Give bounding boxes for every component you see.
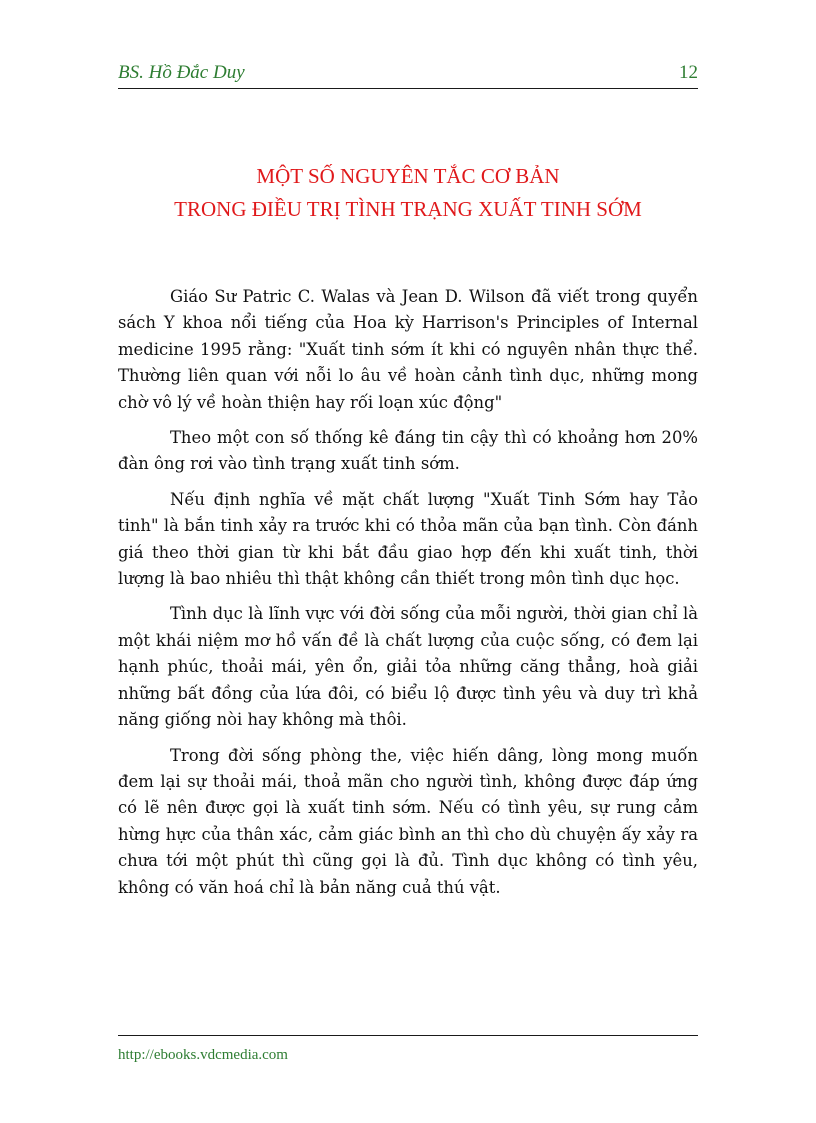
chapter-title-line-1: MỘT SỐ NGUYÊN TẮC CƠ BẢN — [256, 164, 560, 188]
paragraph-3: Nếu định nghĩa về mặt chất lượng "Xuất Tinh Sớm hay Tảo tinh" là bắn tinh xảy ra trước khi có thỏa mãn của bạn tình. Còn đánh giá theo thời gian từ khi bắt đầu giao hợp đến khi xuất tinh, thời lượng là bao nhiêu thì thật không cần thiết trong môn tình dục học. — [118, 489, 698, 589]
body-text — [118, 284, 698, 910]
footer-url: http://ebooks.vdcmedia.com — [118, 1047, 288, 1063]
chapter-title-line-2: TRONG ĐIỀU TRỊ TÌNH TRẠNG XUẤT TINH SỚM — [174, 197, 642, 221]
header-author: BS. Hồ Đắc Duy — [118, 62, 245, 83]
page-number: 12 — [679, 62, 698, 83]
paragraph-1: Giáo Sư Patric C. Walas và Jean D. Wilson đã viết trong quyển sách Y khoa nổi tiếng của Hoa kỳ Harrison's Principles of Internal medicine 1995 rằng: "Xuất tinh sớm ít khi có nguyên nhân thực thể. Thường liên quan với nỗi lo âu về hoàn cảnh tình dục, những mong chờ vô lý về hoàn thiện hay rối loạn xúc động" — [118, 287, 698, 412]
page-header — [118, 62, 698, 89]
paragraph-2: Theo một con số thống kê đáng tin cậy thì có khoảng hơn 20% đàn ông rơi vào tình trạng xuất tinh sớm. — [118, 428, 698, 474]
paragraph-4: Tình dục là lĩnh vực với đời sống của mỗi người, thời gian chỉ là một khái niệm mơ hồ vấn đề là chất lượng của cuộc sống, có đem lại hạnh phúc, thoải mái, yên ổn, giải tỏa những căng thẳng, hoà giải những bất đồng của lứa đôi, có biểu lộ được tình yêu và duy trì khả năng giống nòi hay không mà thôi. — [118, 604, 698, 730]
chapter-title — [118, 160, 698, 226]
page-footer — [118, 1035, 698, 1064]
paragraph-5: Trong đời sống phòng the, việc hiến dâng, lòng mong muốn đem lại sự thoải mái, thoả mãn cho người tình, không được đáp ứng có lẽ nên được gọi là xuất tinh sớm. Nếu có tình yêu, sự rung cảm hừng hực của thân xác, cảm giác bình an thì cho dù chuyện ấy xảy ra chưa tới một phút thì cũng gọi là đủ. Tình dục không có tình yêu, không có văn hoá chỉ là bản năng cuả thú vật. — [118, 745, 698, 897]
